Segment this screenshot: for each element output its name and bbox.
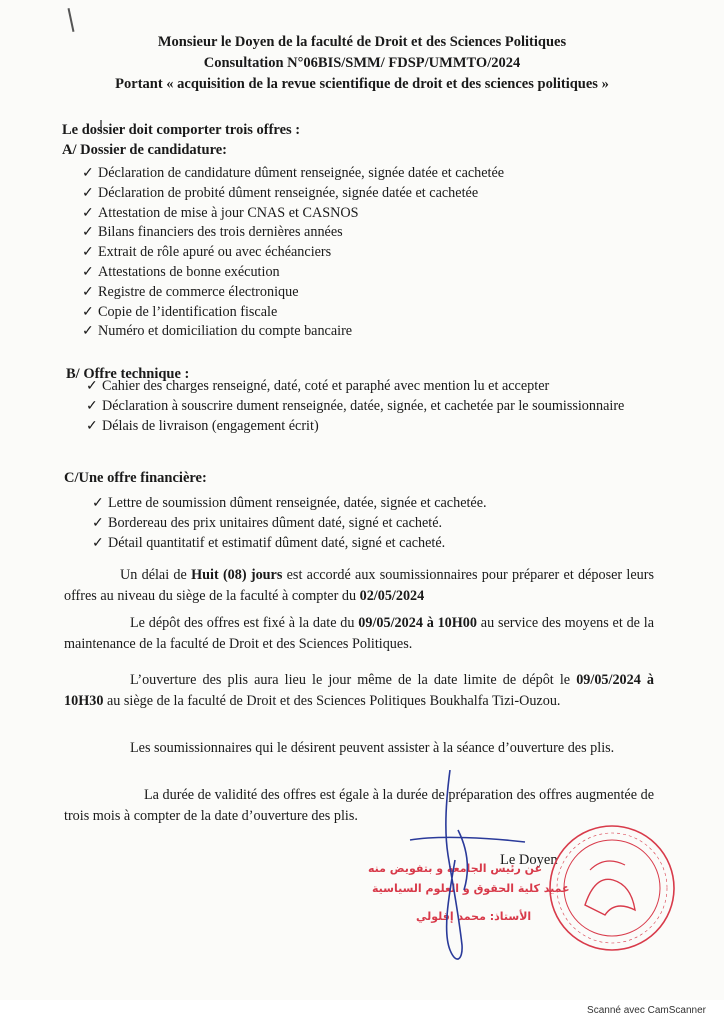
list-item (82, 243, 642, 263)
check-icon: ✓ (92, 534, 104, 551)
list-item (82, 263, 642, 283)
list-item (82, 164, 642, 184)
check-icon: ✓ (82, 244, 94, 261)
check-icon: ✓ (82, 283, 94, 300)
list-item-text: Déclaration de probité dûment renseignée, signée datée et cachetée (98, 184, 479, 201)
paragraph-text: est accordé aux soumissionnaires pour préparer et déposer leurs offres au niveau du siège de la faculté à compter du (64, 567, 654, 604)
paragraph-bold: 09/05/2024 à 10H30 (64, 672, 655, 709)
text-stamp (368, 862, 570, 923)
list-item-text: Lettre de soumission dûment renseignée, datée, signée et cachetée. (108, 495, 487, 511)
check-icon: ✓ (82, 184, 94, 201)
check-icon: ✓ (82, 303, 94, 320)
header-line-2: Consultation N°06BIS/SMM/ FDSP/UMMTO/2024 (203, 55, 521, 71)
check-icon: ✓ (82, 323, 94, 340)
check-icon: ✓ (82, 204, 94, 221)
list-item (82, 223, 642, 243)
header-line-3: Portant « acquisition de la revue scientifique de droit et des sciences politiques » (115, 76, 609, 92)
paragraph-bold: Huit (08) jours (191, 567, 283, 583)
check-icon: ✓ (86, 417, 98, 434)
paragraph-text: Le dépôt des offres est fixé à la date du (130, 615, 359, 631)
check-icon: ✓ (82, 263, 94, 280)
paragraph-bold: 09/05/2024 à 10H00 (358, 615, 477, 631)
list-item-text: Déclaration à souscrire dument renseignée, datée, signée, et cachetée par le soumissionnaire (102, 397, 625, 414)
section-c-title: C/Une offre financière: (64, 470, 207, 486)
paragraph-opening (64, 670, 654, 712)
list-item (82, 184, 642, 204)
paragraph-delay (64, 565, 654, 607)
check-icon: ✓ (92, 514, 104, 531)
document-header (0, 32, 724, 95)
header-line-1: Monsieur le Doyen de la faculté de Droit et des Sciences Politiques (157, 34, 567, 50)
list-item-text: Attestations de bonne exécution (98, 263, 280, 280)
check-icon: ✓ (86, 397, 98, 414)
scan-artifact (68, 8, 75, 32)
paragraph-text: au siège de la faculté de Droit et des Sciences Politiques Boukhalfa Tizi-Ouzou. (103, 693, 561, 709)
signature-stamp-area (350, 770, 680, 970)
list-item (92, 514, 612, 534)
paragraph-text: L’ouverture des plis aura lieu le jour même de la date limite de dépôt le (130, 672, 577, 688)
list-item-text: Numéro et domiciliation du compte bancaire (98, 323, 353, 340)
paragraph-deposit (64, 613, 654, 655)
stamp-line-1: عن رئيس الجامعة و بتفويض منه (368, 862, 543, 875)
intro (62, 120, 300, 160)
signatory-title: Le Doyen (500, 852, 558, 868)
list-item (82, 204, 642, 224)
list-item-text: Délais de livraison (engagement écrit) (102, 417, 319, 434)
stamp-line-2: عميد كلية الحقوق و العلوم السياسية (372, 882, 570, 895)
check-icon: ✓ (82, 165, 94, 181)
scanner-footer: Scanné avec CamScanner (587, 1005, 706, 1016)
list-item-text: Cahier des charges renseigné, daté, coté et paraphé avec mention lu et accepter (102, 378, 550, 394)
list-item-text: Copie de l’identification fiscale (98, 303, 278, 320)
list-item (86, 397, 646, 417)
check-icon: ✓ (92, 495, 104, 511)
section-a-title: A/ Dossier de candidature: (62, 142, 228, 158)
paragraph-validity: La durée de validité des offres est égale à la durée de préparation des offres augmentée de trois mois à compter de la date d’ouverture des plis. (64, 787, 654, 824)
paragraph-attendance: Les soumissionnaires qui le désirent peuvent assister à la séance d’ouverture des plis. (130, 740, 615, 756)
list-item (82, 283, 642, 303)
list-item-text: Bilans financiers des trois dernières années (98, 224, 343, 241)
list-item (82, 303, 642, 323)
paragraph-text: Un délai de (120, 567, 192, 583)
paragraph-text: au service des moyens et de la maintenance de la faculté de Droit et des Sciences Politiques. (64, 615, 654, 652)
section-b-list (86, 377, 646, 436)
list-item-text: Extrait de rôle apuré ou avec échéanciers (98, 244, 332, 261)
section-a-list (82, 164, 642, 342)
list-item (86, 417, 646, 437)
check-icon: ✓ (86, 378, 98, 394)
section-b-title: B/ Offre technique : (66, 366, 190, 382)
list-item (92, 534, 612, 554)
list-item-text: Registre de commerce électronique (98, 283, 299, 300)
list-item (86, 377, 646, 397)
check-icon: ✓ (82, 224, 94, 241)
section-c-list (92, 494, 612, 553)
list-item-text: Attestation de mise à jour CNAS et CASNOS (98, 204, 359, 221)
paragraph-bold: 02/05/2024 (359, 588, 425, 604)
intro-line: Le dossier doit comporter trois offres : (62, 122, 301, 138)
list-item-text: Déclaration de candidature dûment renseignée, signée datée et cachetée (98, 165, 505, 181)
list-item (82, 322, 642, 342)
list-item-text: Détail quantitatif et estimatif dûment daté, signé et cacheté. (108, 534, 446, 551)
stamp-line-3: الأستاذ: محمد إقلولي (416, 910, 532, 923)
list-item (92, 494, 612, 514)
list-item-text: Bordereau des prix unitaires dûment daté, signé et cacheté. (108, 514, 443, 531)
